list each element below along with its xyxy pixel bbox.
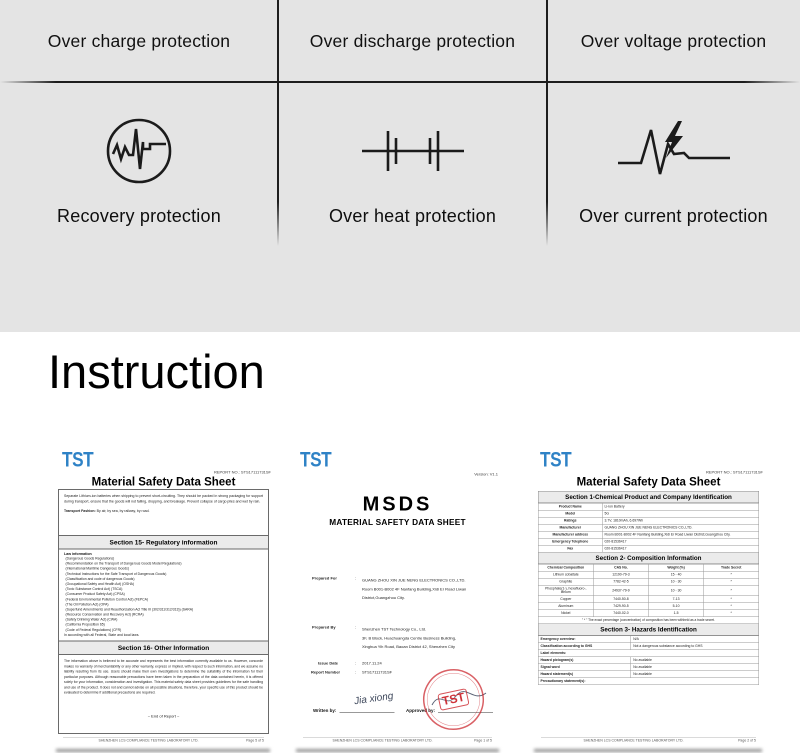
table-cell: No available — [631, 671, 759, 678]
table-cell: * — [704, 578, 759, 585]
document-body-box — [58, 489, 269, 734]
page-bottom-shadow — [296, 749, 499, 752]
table-cell: Copper — [538, 596, 593, 603]
section-1-row — [538, 545, 759, 552]
section-1-row — [538, 517, 759, 524]
table-cell: Manufacturer address — [538, 531, 602, 538]
colon: : — [355, 576, 357, 581]
law-list-item: (Federal Environmental Pollution Control Act) (FEPCA) — [65, 597, 149, 602]
table-cell: Nickel — [538, 610, 593, 617]
laws-footer-text: In according with all Federal, State and local laws. — [64, 633, 140, 637]
report-number-row — [311, 670, 392, 675]
law-list — [59, 557, 268, 633]
colon: : — [355, 625, 357, 630]
version-label: Version: V1.1 — [474, 472, 498, 477]
table-cell: No available — [631, 657, 759, 664]
document-footer — [303, 737, 492, 743]
tst-logo: TST — [540, 447, 572, 471]
footer-page-number: Page 5 of 5 — [246, 739, 264, 743]
issue-date-row — [318, 661, 382, 666]
section-15-header: Section 15- Regulatory information — [59, 535, 268, 550]
prepared-by-address — [362, 625, 456, 651]
section-16-header: Section 16- Other Information — [59, 641, 268, 656]
law-information-label: Law information — [64, 551, 92, 556]
address-line: Xinghua Yih Road, Baoan District 42, Shenzhen City — [362, 644, 455, 650]
table-cell: 020-81536417 — [602, 538, 758, 545]
table-cell: Hazard statement(s) — [538, 671, 631, 678]
table-cell: 7-13 — [649, 596, 704, 603]
msds-document-identification-page — [528, 443, 769, 753]
features-panel — [0, 0, 800, 332]
prepared-for-address — [362, 576, 466, 602]
page-bottom-shadow — [56, 749, 270, 752]
hazards-row — [538, 643, 759, 650]
issue-date-value: 2017.11.24 — [362, 661, 382, 666]
table-cell: Li-ion Battery — [602, 503, 758, 510]
table-cell: 10 - 30 — [649, 585, 704, 596]
features-bottom-row — [0, 82, 800, 246]
section-2-header: Section 2- Composition Information — [538, 553, 759, 565]
table-cell: No available — [631, 664, 759, 671]
address-line: GUANG ZHOU XIN JUE NENG ELECTRONICS CO.,LTD. — [362, 578, 466, 583]
surge-lightning-icon — [614, 115, 734, 187]
law-list-item: (Safety Drinking Water Act) (CWA) — [65, 618, 118, 622]
section-1-header: Section 1-Chemical Product and Company Identification — [538, 491, 759, 503]
law-list-item: (Dangerous Goods Regulations) — [65, 557, 115, 561]
section-1-row — [538, 510, 759, 517]
written-by-signature: Jia xiong — [353, 690, 395, 707]
report-number-value: STS17111731SF — [362, 670, 393, 675]
colon: : — [355, 670, 357, 675]
table-cell: N/A — [631, 636, 759, 643]
document-footer — [63, 737, 264, 743]
table-cell: 020-81536417 — [602, 545, 758, 552]
tst-red-stamp — [417, 663, 489, 735]
trade-secret-note: " * " The exact percentage (concentration) of composition has been withheld as a trade secret. — [538, 617, 759, 624]
composition-table — [538, 564, 759, 617]
table-cell: Room B001-B002 4F Nanfang Building,Xidi Er Road Liwan District,Guangzhou City. — [602, 531, 758, 538]
table-cell: 12190-79-3 — [593, 571, 648, 578]
table-cell: 5-10 — [649, 603, 704, 610]
section-3-header: Section 3- Hazards Identification — [538, 624, 759, 636]
footer-company: SHENZHEN LCS COMPLIANCE TESTING LABORATORY LTD. — [332, 739, 433, 743]
table-cell: 3.7V, 1810mAh, 6.697Wh — [602, 517, 758, 524]
feature-over-discharge — [278, 0, 547, 82]
feature-recovery — [0, 82, 278, 246]
msds-document-cover-page — [290, 443, 505, 753]
table-cell: 5G — [602, 510, 758, 517]
feature-over-heat — [278, 82, 547, 246]
instruction-heading: Instruction — [48, 345, 265, 398]
table-cell: * — [704, 571, 759, 578]
table-cell: Graphite — [538, 578, 593, 585]
table-cell: 15 - 40 — [649, 571, 704, 578]
section-1-row — [538, 524, 759, 531]
table-cell: Manufacturer — [538, 524, 602, 531]
composition-table-header — [538, 564, 759, 571]
composition-row — [538, 610, 759, 617]
composition-row — [538, 585, 759, 596]
composition-row — [538, 603, 759, 610]
prepared-by-label: Prepared By — [312, 625, 336, 630]
hazards-row — [538, 671, 759, 678]
document-tables — [538, 491, 759, 685]
table-cell: * — [704, 596, 759, 603]
other-information-text: The information above is believed to be accurate and represents the best information currently available to us. However, concorde makes no warranty of merchantability or any other warranty, express or implied, with respect to such information, and we assume no liability resulting from its use. Users should make their own investigations to determine the suitability of the information for their particular purposes. Although reasonable precautions have been taken in the preparation of the data contained herein, it is offered solely for your information, consideration and investigation. This material safety data sheet provides guidelines for the safe handling and use of the product. It does not and cannot advise on all possible situations, therefore, your specific use of this product should be evaluated to determine if additional precautions are required. — [64, 659, 263, 695]
law-list-item: (Toxic Substance Control Act) (TSCA) — [65, 587, 123, 592]
hazards-row — [538, 650, 759, 657]
table-cell: Label elements: — [538, 650, 759, 657]
table-cell: 7440-02-0 — [593, 610, 648, 617]
law-list-item: (Superfund Amendments and Reauthorization Act Title III (302/311/312/313)) (SARA) — [65, 607, 194, 612]
report-number-label: Report Number — [311, 670, 341, 675]
transport-fashion-line — [59, 505, 268, 536]
address-line: Shenzhen TST Technology Co., Ltd. — [362, 627, 427, 632]
feature-label: Recovery protection — [57, 206, 221, 226]
footer-page-number: Page 2 of 5 — [738, 739, 756, 743]
table-cell: GUANG ZHOU XIN JUE NENG ELECTRONICS CO.,LTD. — [602, 524, 758, 531]
table-cell: Signal word — [538, 664, 631, 671]
table-cell: Phosphate(1-), hexafluoro-, lithium — [538, 585, 593, 596]
feature-label: Over discharge protection — [309, 30, 516, 51]
law-list-item: (Code of Federal Regulations) (CFR) — [65, 628, 122, 632]
battery-circuit-icon — [358, 115, 468, 187]
table-cell: * — [704, 610, 759, 617]
msds-document-regulatory-page — [50, 443, 277, 753]
section-1-row — [538, 503, 759, 510]
law-list-item: (Classification and code of dangerous Goods) — [65, 577, 135, 581]
transport-fashion-text: By air, by sea, by railway, by road. — [95, 509, 150, 513]
section-1-table — [538, 503, 759, 553]
table-cell: 7440-50-8 — [593, 596, 648, 603]
table-cell: Ratings — [538, 517, 602, 524]
prepared-for-block — [312, 576, 466, 602]
table-cell: Aluminum — [538, 603, 593, 610]
features-top-row — [0, 0, 800, 82]
table-cell: Hazard pictogram(s) — [538, 657, 631, 664]
hazards-row — [538, 636, 759, 643]
footer-company: SHENZHEN LCS COMPLIANCE TESTING LABORATORY LTD. — [98, 739, 199, 743]
law-list-item: (Resource Conservation and Recovery Act) (RCRA) — [65, 613, 144, 617]
table-cell: Fax — [538, 545, 602, 552]
section-1-row — [538, 538, 759, 545]
law-list-item: (The Oil Pollution Act) (OPA) — [65, 602, 109, 607]
law-list-item: (Occupational Safety and Health Act) (OSHA) — [65, 582, 135, 586]
hazards-row — [538, 657, 759, 664]
feature-over-charge — [0, 0, 278, 82]
ecg-pulse-circle-icon — [105, 115, 173, 187]
document-title: Material Safety Data Sheet — [576, 475, 721, 488]
hazards-table — [538, 636, 759, 686]
table-cell: Model — [538, 510, 602, 517]
header-cell: Trade Secret — [704, 564, 759, 571]
footer-page-number: Page 1 of 5 — [474, 739, 492, 743]
signature-rule — [339, 713, 394, 714]
feature-label: Over current protection — [579, 206, 768, 226]
shipping-notice-text: Separate Lithium-ion batteries when shipping to prevent short-circuiting. They should be packed in strong packaging for support during transport, ensure that the goods will not falling, dropping, and breakage. Prevent collapse of cargo piles and wet by rain. — [64, 494, 263, 504]
msds-title: MSDS — [362, 493, 433, 515]
composition-row — [538, 596, 759, 603]
hazards-row — [538, 664, 759, 671]
hazards-row — [538, 678, 759, 685]
law-list-item: (International Maritime Dangerous Goods) — [65, 567, 129, 571]
msds-subtitle: MATERIAL SAFETY DATA SHEET — [329, 518, 466, 527]
table-cell: Emergency overview: — [538, 636, 631, 643]
table-cell: Classification according to GHS — [538, 643, 631, 650]
table-cell: 7782-42-5 — [593, 578, 648, 585]
feature-label: Over heat protection — [328, 206, 497, 226]
law-list-item: (Technical Instructions for the Safe Transport of Dangerous Goods) — [65, 572, 167, 576]
composition-row — [538, 571, 759, 578]
address-line: District,Guangzhou City. — [362, 595, 405, 601]
table-cell: 10 - 30 — [649, 578, 704, 585]
law-list-item: (Consumer Product Safety Act) (CPSA) — [65, 592, 125, 597]
written-by-row — [313, 708, 394, 713]
table-cell: Product Name — [538, 503, 602, 510]
report-number: REPORT NO.: STS17111731SF — [705, 470, 763, 475]
document-title: Material Safety Data Sheet — [91, 475, 236, 488]
header-cell: CAS No. — [593, 564, 648, 571]
table-cell: 1-5 — [649, 610, 704, 617]
end-of-report-text: ~ End of Report ~ — [147, 713, 180, 719]
tst-logo: TST — [62, 447, 94, 471]
table-cell: Precautionary statement(s): — [538, 678, 759, 685]
prepared-for-label: Prepared For — [312, 576, 337, 581]
feature-over-voltage — [547, 0, 800, 82]
address-line: Room B001-B002 4F Nanfang Building,Xidi Er Road Liwan — [362, 586, 467, 592]
table-cell: Emergency Telephone — [538, 538, 602, 545]
written-by-label: Written by: — [313, 708, 337, 713]
table-cell: Not a dangerous substance according to GHS — [631, 643, 759, 650]
report-number: REPORT NO.: STS17111731SF — [213, 470, 271, 475]
footer-company: SHENZHEN LCS COMPLIANCE TESTING LABORATORY LTD. — [583, 739, 684, 743]
header-cell: Chemical Composition — [538, 564, 593, 571]
colon: : — [355, 661, 357, 666]
address-line: 3F, B Block, Huachuangda Centre Business Building, — [362, 635, 457, 641]
tst-logo: TST — [300, 447, 332, 471]
composition-row — [538, 578, 759, 585]
issue-date-label: Issue Date — [318, 661, 339, 666]
feature-over-current — [547, 82, 800, 246]
table-cell: 7429-90-5 — [593, 603, 648, 610]
section-1-row — [538, 531, 759, 538]
header-cell: Weight (%) — [649, 564, 704, 571]
stamp-text: TST — [437, 688, 470, 711]
law-list-item: (California Proposition 65) — [65, 623, 105, 627]
approved-by-label: Approved by: — [406, 708, 436, 713]
table-cell: * — [704, 585, 759, 596]
table-cell: 24937-79-9 — [593, 585, 648, 596]
feature-label: Over charge protection — [47, 30, 231, 51]
document-footer — [541, 737, 756, 743]
prepared-by-block — [312, 625, 456, 651]
page-bottom-shadow — [534, 749, 762, 752]
law-list-item: (Recommendation on the Transport of Dangerous Goods Model Regulations) — [65, 562, 182, 566]
feature-label: Over voltage protection — [580, 30, 767, 51]
transport-fashion-label: Transport Fashion: — [64, 509, 96, 513]
table-cell: * — [704, 603, 759, 610]
table-cell: Lithium cobaltate — [538, 571, 593, 578]
